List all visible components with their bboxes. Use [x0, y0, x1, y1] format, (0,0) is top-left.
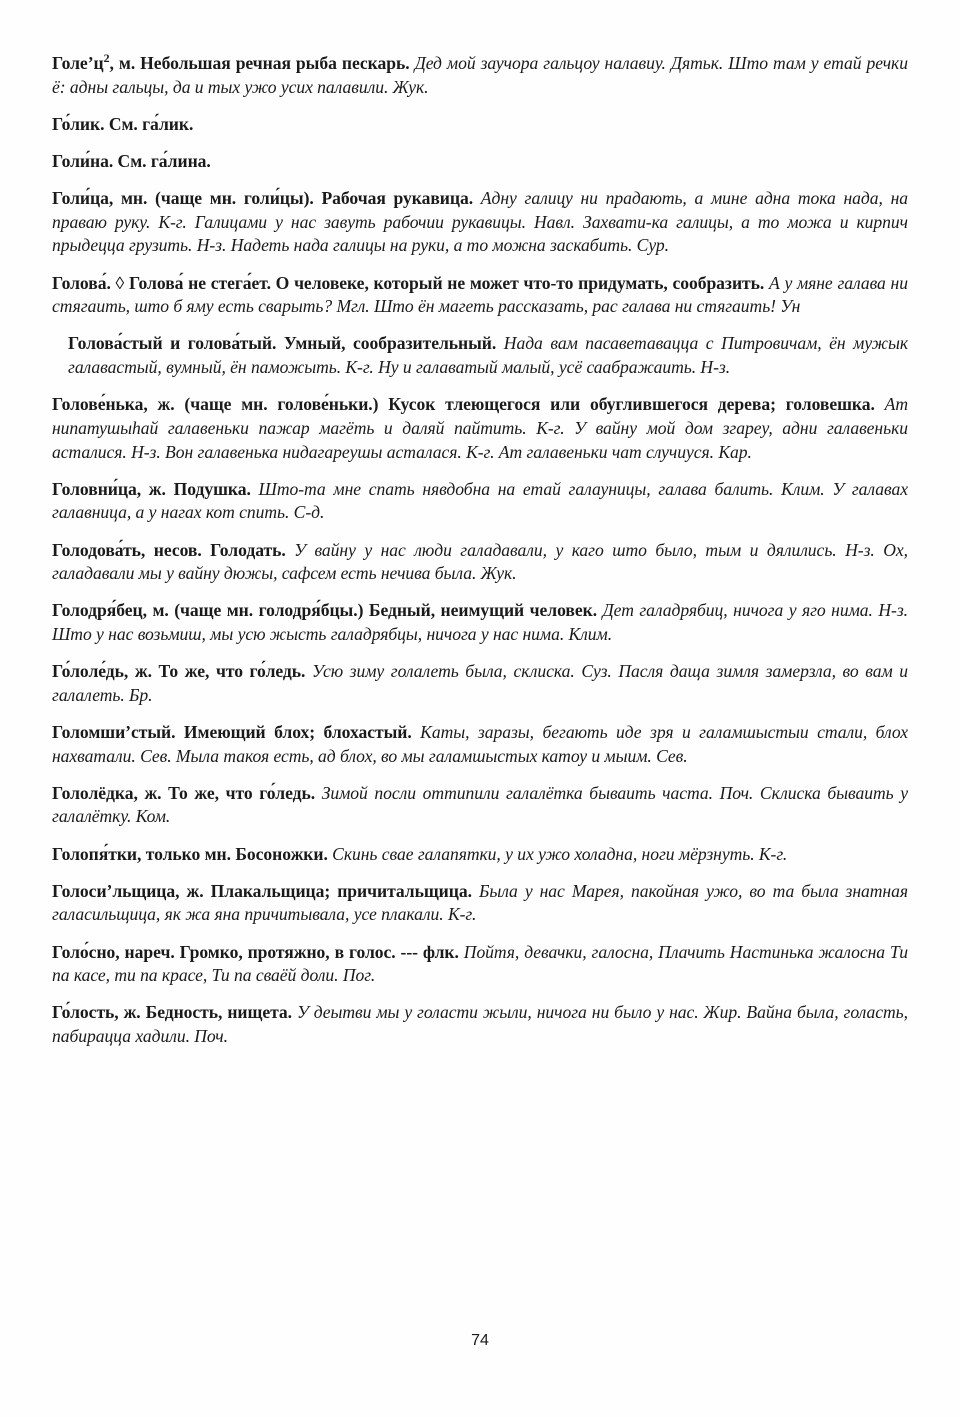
entry-examples: Скинь свае галапятки, у их ужо холадна, ноги мёрзнуть. К-г.	[327, 843, 788, 864]
entry-examples: Што-та мне спать нявдобна на етай галауницы, галава балить. Клим. У галавах галавница, а у нагах кот спить. С-д.	[52, 478, 908, 523]
entry-definition: См. га́лик.	[104, 113, 194, 134]
entry-examples: Пойтя, девачки, галосна, Плачить Настинька жалосна Ти па касе, ти па красе, Ти па сваёй доли. Пог.	[52, 941, 908, 986]
entry-definition: Плакальщица; причитальщица.	[203, 880, 472, 901]
page-number: 74	[471, 1332, 489, 1349]
entry-grammar-note: , несов.	[140, 539, 202, 560]
entry-definition: Бедность, нищета.	[140, 1002, 292, 1023]
entry-definition: См. га́лина.	[113, 150, 211, 171]
dictionary-entry	[52, 1001, 908, 1048]
entry-definition: Небольшая речная рыба пескарь.	[135, 53, 410, 73]
entry-definition: Голодать.	[201, 539, 286, 560]
dictionary-entry	[52, 478, 908, 525]
entry-definition: Босоножки.	[230, 843, 328, 864]
entry-grammar-note: , ж.	[133, 782, 162, 803]
dictionary-entry	[52, 393, 908, 464]
entry-headword: Голоси’льщица	[52, 880, 176, 901]
entry-definition: Имеющий блох; блохастый.	[175, 721, 412, 742]
entry-column	[52, 52, 908, 1049]
entry-definition: О человеке, который не может что-то придумать, сообразить.	[270, 272, 765, 293]
entry-definition: Бедный, неимущий человек.	[363, 600, 598, 621]
entry-grammar-note: , ж.	[175, 880, 204, 901]
entry-examples: Дет галадрябиц, ничога у яго нима. Н-з. Што у нас возьмиш, мы усю жысть галадрябцы, ничога у нас нима. Клим.	[52, 600, 908, 644]
entry-headword: Голодря́бец	[52, 600, 143, 621]
entry-examples: Зимой посли оттипили галалётка бываить часта. Поч. Склиска бываить у галалётку. Ком.	[52, 782, 908, 827]
entry-examples: Адну галицу ни прадають, а мине адна тока нада, на праваю руку. К-г. Галицами у нас завуть рабочии рукавицы. Навл. Захвати-ка галицы, а то можа и кирпич прыдецца грузить. Н-з. Надеть нада галицы на руки, а то можна заскабить. Сур.	[52, 188, 908, 256]
entry-headword: Голова́.	[52, 272, 111, 293]
dictionary-entry	[52, 113, 908, 137]
entry-headword: Гололёдка	[52, 782, 134, 803]
dictionary-entry	[52, 599, 908, 646]
entry-headword: Голи́на.	[52, 150, 114, 171]
dictionary-entry	[52, 272, 908, 319]
dictionary-entry	[52, 187, 908, 258]
entry-examples: Каты, заразы, бегають иде зря и галамшыстыи стали, блох нахватали. Сев. Мыла такоя есть, ад блох, во мы галамшыстых катоу и мыим. Сев.	[52, 721, 908, 766]
entry-examples: У деытви мы у голасти жыли, ничога ни было у нас. Жир. Вайна была, голасть, пабирацца хадили. Поч.	[52, 1002, 908, 1046]
entry-headword: Голи́ца	[52, 188, 109, 209]
entry-examples: А у мяне галава ни стягаить, што б яму есть сварыть? Мгл. Што ён магеть рассказать, рас галава ни стягаить! Ун	[52, 272, 908, 317]
entry-grammar-note: , м. (чаще мн. голодря́бцы.)	[142, 600, 364, 621]
dictionary-entry	[52, 843, 908, 867]
entry-grammar-note: , ж.	[114, 1002, 141, 1023]
entry-definition: То же, что го́ледь.	[151, 661, 306, 682]
entry-definition: Подушка.	[165, 478, 251, 499]
entry-definition: Громко, протяжно, в голос. --- флк.	[174, 941, 459, 962]
entry-examples: Нада вам пасаветавацца с Питровичам, ён мужык галавастый, вумный, ён паможыть. К-г. Ну и галаватый малый, усё саабражаить. Н-з.	[68, 333, 908, 378]
entry-headword: Головни́ца	[52, 478, 137, 499]
entry-headword: Голе’ц	[52, 53, 104, 73]
dictionary-entry	[52, 782, 908, 829]
dictionary-entry	[52, 941, 908, 988]
entry-headword: Голове́нька	[52, 394, 144, 415]
entry-grammar-note: , ж.	[123, 661, 152, 682]
entry-definition: То же, что го́ледь.	[161, 782, 316, 803]
dictionary-entry	[52, 721, 908, 768]
entry-examples: Усю зиму голалеть была, склиска. Суз. Пасля даща зимля замерзла, во вам и галалеть. Бр.	[52, 661, 908, 705]
entry-headword: Го́лоле́дь	[52, 661, 124, 682]
entry-examples: Ат нипатушыhай галавеньки пажар магёть и даляй пайтить. К-г. У вайну мой дом згареу, адни галавеньки асталися. Н-з. Вон галавенька нидагареушы асталася. К-г. Ат галавеньки чат случиуся. Кар.	[52, 394, 908, 462]
dictionary-entry	[52, 539, 908, 586]
dictionary-entry	[52, 660, 908, 707]
dictionary-entry	[52, 150, 908, 174]
entry-examples: Была у нас Марея, пакойная ужо, во та была знатная галасильщица, як жа яна причитывала, усе плакали. К-г.	[52, 880, 908, 925]
entry-grammar-note: , только мн.	[137, 843, 231, 864]
entry-homonym-index: 2	[103, 51, 110, 66]
entry-grammar-note: ◊ Голова́ не стега́ет.	[110, 272, 271, 293]
entry-definition: Рабочая рукавица.	[313, 188, 474, 209]
entry-grammar-note: , мн. (чаще мн. голи́цы).	[108, 188, 314, 209]
entry-grammar-note: , ж. (чаще мн. голове́ньки.)	[143, 394, 379, 415]
entry-definition: Умный, сообразительный.	[276, 333, 497, 354]
entry-headword: Голодова́ть	[52, 539, 141, 560]
entry-headword: Го́лость	[52, 1002, 115, 1023]
dictionary-entry	[52, 880, 908, 927]
dictionary-entry	[52, 332, 908, 379]
entry-headword: Го́лик.	[52, 113, 105, 134]
entry-headword: Голова́стый и голова́тый.	[68, 333, 277, 354]
entry-grammar-note: , нареч.	[115, 941, 175, 962]
dictionary-entry	[52, 52, 908, 99]
entry-headword: Голо́сно	[52, 941, 116, 962]
entry-grammar-note: , ж.	[136, 478, 166, 499]
entry-headword: Голопя́тки	[52, 843, 138, 864]
entry-headword: Голомши’стый.	[52, 721, 176, 742]
entry-definition: Кусок тлеющегося или обуглившегося дерева; головешка.	[378, 394, 875, 415]
entry-examples: У вайну у нас люди галадавали, у каго што было, тым и дялились. Н-з. Ох, галадавали мы у вайну дюжы, сафсем есть нечива была. Жук.	[52, 539, 908, 584]
entry-grammar-note: , м.	[109, 53, 136, 73]
entry-examples: Дед мой заучора гальцоу налавиу. Дятьк. Што там у етай речки ё: адны гальцы, да и тых ужо усих палавили. Жук.	[52, 53, 908, 97]
